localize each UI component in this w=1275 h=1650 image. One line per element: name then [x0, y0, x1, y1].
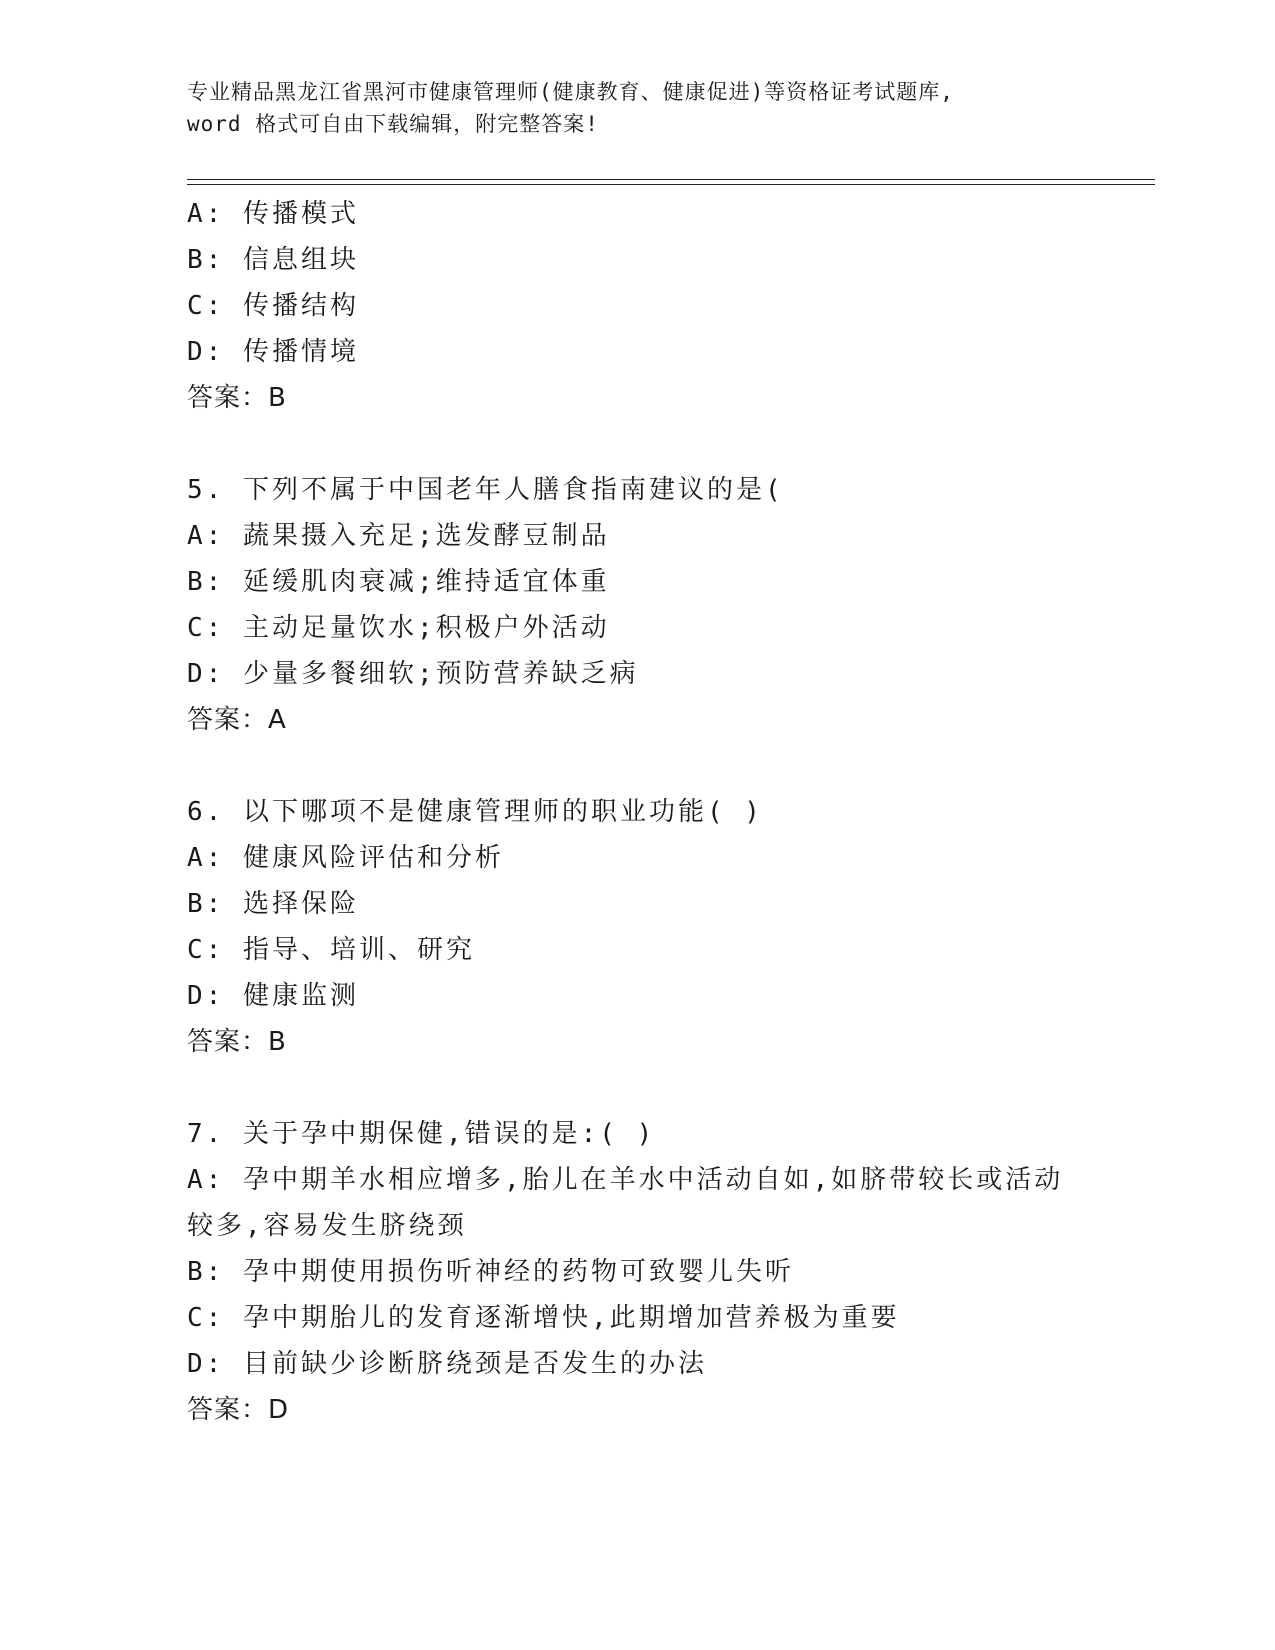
answer-line: 答案：B — [187, 1027, 287, 1057]
option-c: C: 指导、培训、研究 — [187, 935, 475, 965]
question-text: 5. 下列不属于中国老年人膳食指南建议的是( — [187, 475, 784, 505]
spacer — [187, 1065, 1087, 1111]
option-a: A: 蔬果摄入充足;选发酵豆制品 — [187, 521, 610, 551]
question-text: 7. 关于孕中期保健,错误的是:( ) — [187, 1119, 656, 1149]
question-5-block — [187, 467, 1087, 743]
option-a: A: 传播模式 — [187, 199, 359, 229]
option-d: D: 传播情境 — [187, 337, 359, 367]
spacer — [187, 421, 1087, 467]
option-b: B: 延缓肌肉衰减;维持适宜体重 — [187, 567, 610, 597]
option-a: A: 孕中期羊水相应增多,胎儿在羊水中活动自如,如脐带较长或活动较多,容易发生脐绕颈 — [187, 1165, 1064, 1241]
spacer — [187, 743, 1087, 789]
option-b: B: 信息组块 — [187, 245, 359, 275]
answer-line: 答案：A — [187, 705, 287, 735]
question-4-block — [187, 191, 1087, 421]
question-list — [187, 191, 1087, 1433]
document-header — [187, 76, 1087, 140]
option-a: A: 健康风险评估和分析 — [187, 843, 504, 873]
option-d: D: 健康监测 — [187, 981, 359, 1011]
header-line-2: word 格式可自由下载编辑，附完整答案! — [187, 112, 599, 136]
header-line-1: 专业精品黑龙江省黑河市健康管理师(健康教育、健康促进)等资格证考试题库, — [187, 80, 954, 104]
option-b: B: 孕中期使用损伤听神经的药物可致婴儿失听 — [187, 1257, 794, 1287]
question-6-block — [187, 789, 1087, 1065]
header-divider-bottom — [187, 184, 1155, 185]
option-b: B: 选择保险 — [187, 889, 359, 919]
option-c: C: 主动足量饮水;积极户外活动 — [187, 613, 610, 643]
question-text: 6. 以下哪项不是健康管理师的职业功能( ) — [187, 797, 763, 827]
header-divider-top — [187, 179, 1155, 180]
answer-line: 答案：D — [187, 1395, 290, 1425]
question-7-block — [187, 1111, 1087, 1433]
option-d: D: 少量多餐细软;预防营养缺乏病 — [187, 659, 639, 689]
option-c: C: 孕中期胎儿的发育逐渐增快,此期增加营养极为重要 — [187, 1303, 900, 1333]
option-c: C: 传播结构 — [187, 291, 359, 321]
option-d: D: 目前缺少诊断脐绕颈是否发生的办法 — [187, 1349, 707, 1379]
answer-line: 答案：B — [187, 383, 287, 413]
